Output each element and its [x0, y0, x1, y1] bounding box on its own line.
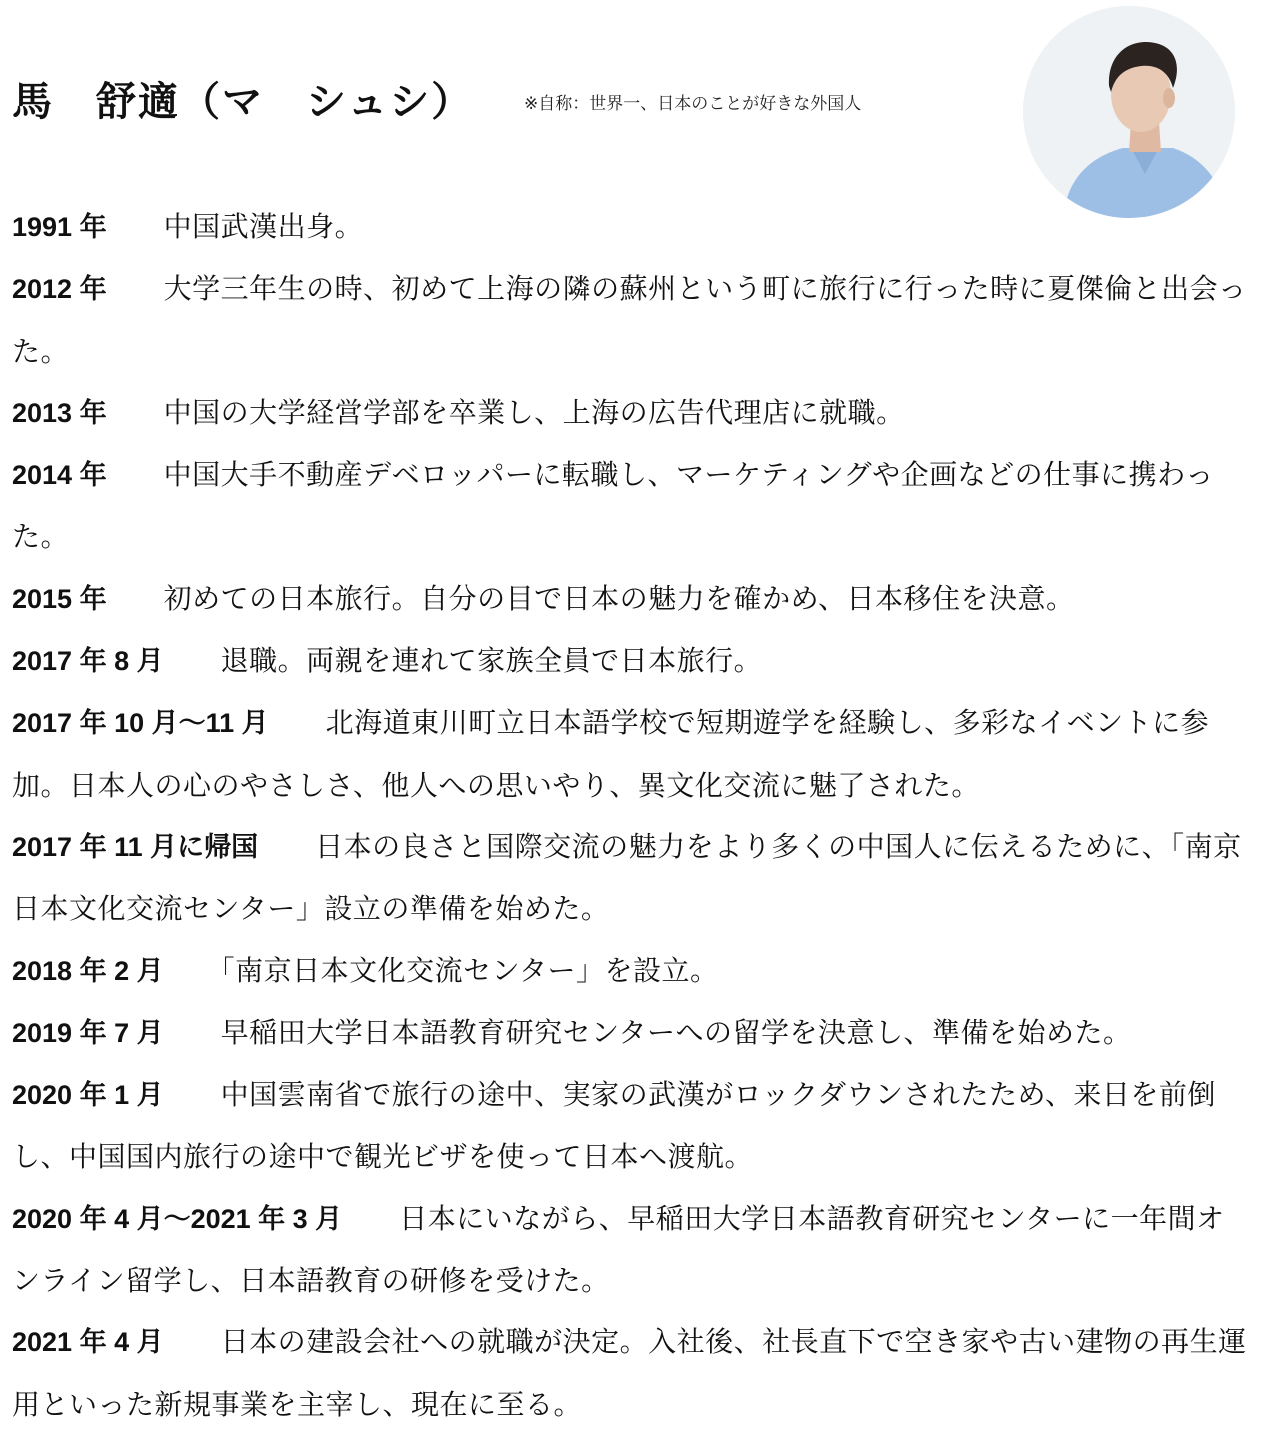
entry-date: 2018 年 2 月 [12, 955, 164, 986]
entry-date: 2021 年 4 月 [12, 1327, 164, 1358]
entry-gap [164, 644, 221, 677]
entry-date: 2014 年 [12, 460, 107, 491]
entry-date: 2019 年 7 月 [12, 1017, 164, 1048]
entry-text: 日本にいながら、早稲田大学日本語教育研究センターに一年間オンライン留学し、日本語教育の研修を受けた。 [12, 1201, 1225, 1298]
entry-gap [107, 458, 164, 491]
timeline-entry [12, 1064, 1252, 1188]
profile-header [12, 72, 1012, 132]
entry-date: 2013 年 [12, 397, 107, 428]
timeline-entry [12, 568, 1252, 630]
profile-photo [1023, 6, 1235, 218]
entry-date: 2015 年 [12, 583, 107, 614]
entry-date: 2017 年 10 月～11 月 [12, 708, 269, 739]
timeline-entry [12, 1311, 1252, 1435]
entry-text: 中国の大学経営学部を卒業し、上海の広告代理店に就職。 [163, 395, 905, 429]
entry-gap [107, 272, 164, 305]
entry-date: 2017 年 11 月に帰国 [12, 831, 259, 862]
timeline-entry [12, 816, 1252, 940]
person-name: 馬 舒適（マ シュシ） [12, 79, 474, 125]
entry-text: 初めての日本旅行。自分の目で日本の魅力を確かめ、日本移住を決意。 [163, 581, 1075, 615]
entry-text: 北海道東川町立日本語学校で短期遊学を経験し、多彩なイベントに参加。日本人の心のやさしさ、他人への思いやり、異文化交流に魅了された。 [12, 706, 1210, 802]
entry-text: 中国雲南省で旅行の途中、実家の武漢がロックダウンされたため、来日を前倒し、中国国内旅行の途中で観光ビザを使って日本へ渡航。 [12, 1078, 1216, 1174]
entry-date: 2020 年 1 月 [12, 1080, 164, 1111]
entry-text: 早稲田大学日本語教育研究センターへの留学を決意し、準備を始めた。 [220, 1015, 1132, 1049]
timeline-entry [12, 258, 1252, 382]
entry-date: 2012 年 [12, 274, 107, 305]
entry-gap [269, 706, 326, 739]
entry-date: 1991 年 [12, 212, 107, 242]
timeline-entry [12, 692, 1252, 816]
career-timeline [12, 196, 1252, 1435]
entry-text: 日本の良さと国際交流の魅力をより多くの中国人に伝えるために、「南京日本文化交流センター」設立の準備を始めた。 [12, 829, 1242, 926]
entry-text: 「南京日本文化交流センター」を設立。 [220, 953, 719, 987]
timeline-entry [12, 630, 1252, 692]
entry-text: 大学三年生の時、初めて上海の隣の蘇州という町に旅行に行った時に夏傑倫と出会った。 [12, 272, 1247, 368]
entry-text: 中国大手不動産デベロッパーに転職し、マーケティングや企画などの仕事に携わった。 [12, 458, 1214, 554]
entry-gap [164, 1078, 221, 1111]
profile-photo-icon [1023, 6, 1235, 218]
entry-gap [164, 954, 221, 987]
timeline-entry [12, 382, 1252, 444]
entry-date: 2020 年 4 月～2021 年 3 月 [12, 1203, 343, 1234]
entry-gap [107, 582, 164, 615]
entry-text: 中国武漢出身。 [163, 210, 364, 243]
entry-gap [107, 396, 164, 429]
entry-gap [164, 1016, 221, 1049]
person-tagline: ※自称：世界一、日本のことが好きな外国人 [524, 94, 862, 114]
timeline-entry [12, 1188, 1252, 1312]
timeline-entry [12, 1002, 1252, 1064]
entry-date: 2017 年 8 月 [12, 646, 164, 677]
timeline-entry [12, 940, 1252, 1002]
timeline-entry [12, 196, 1252, 258]
entry-gap [164, 1325, 221, 1358]
entry-gap [342, 1202, 399, 1235]
timeline-entry [12, 444, 1252, 568]
entry-gap [107, 210, 164, 243]
entry-gap [258, 830, 315, 863]
entry-text: 日本の建設会社への就職が決定。入社後、社長直下で空き家や古い建物の再生運用といった新規事業を主宰し、現在に至る。 [12, 1325, 1247, 1421]
entry-text: 退職。両親を連れて家族全員で日本旅行。 [220, 644, 763, 678]
